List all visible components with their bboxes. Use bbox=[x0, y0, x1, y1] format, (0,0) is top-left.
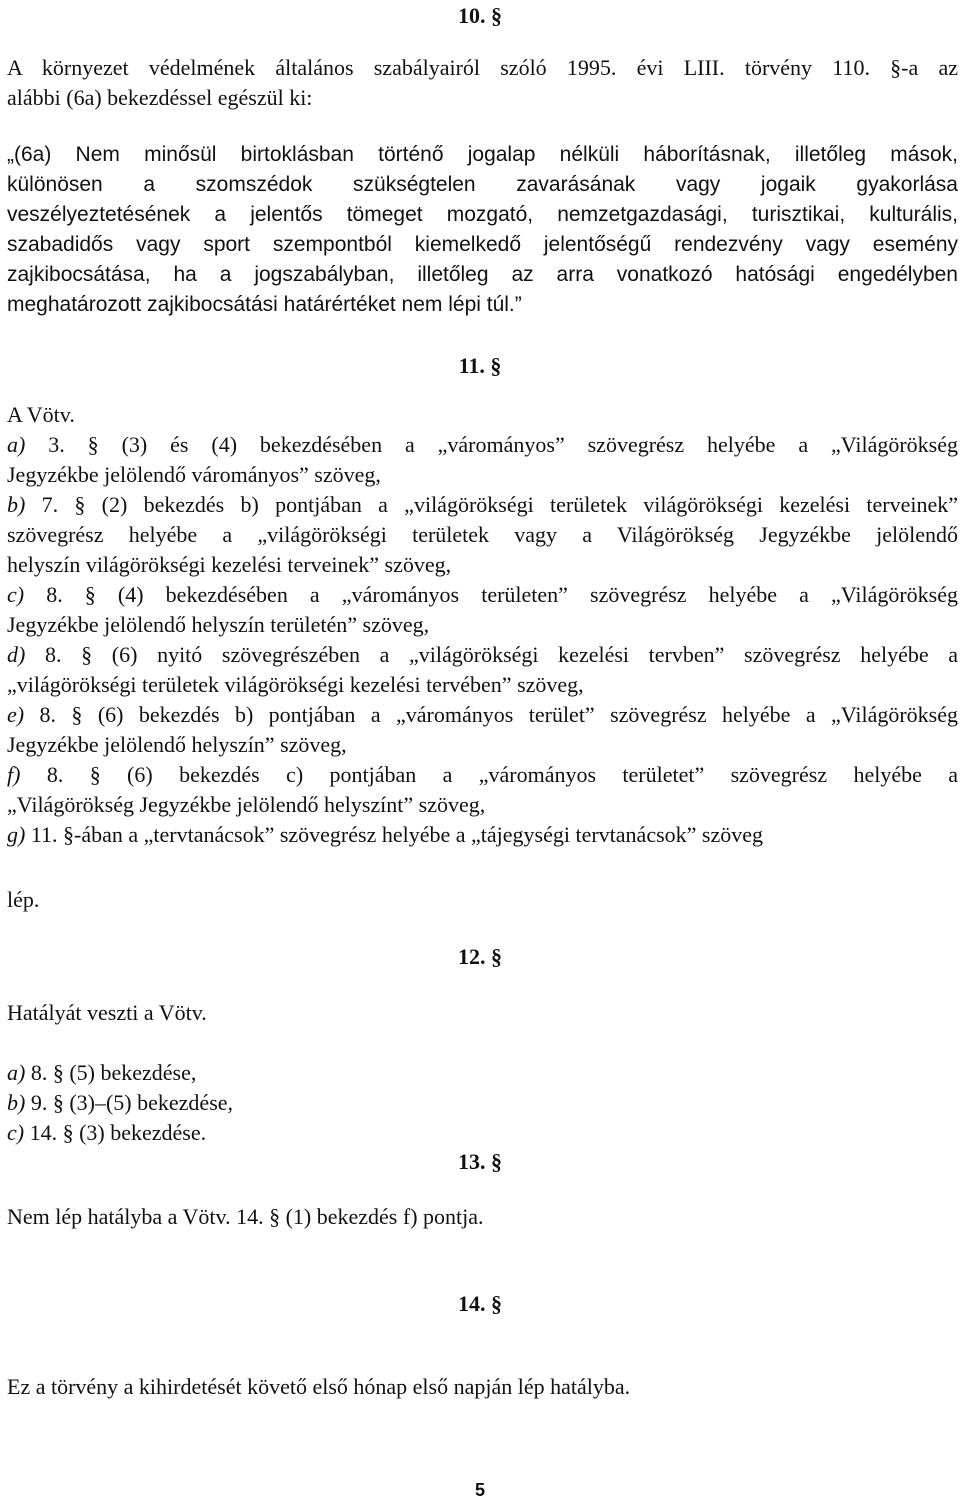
item-text: 9. § (3)–(5) bekezdése, bbox=[30, 1090, 234, 1115]
page-number: 5 bbox=[474, 1480, 485, 1500]
section-14-text: Ez a törvény a kihirdetését követő első hónap első napján lép hatályba. bbox=[7, 1374, 631, 1399]
text-line: meghatározott zajkibocsátási határértéket nem lépi túl.” bbox=[7, 293, 522, 316]
section-heading-11: 11. § bbox=[458, 353, 502, 378]
text-line: Jegyzékbe jelölendő helyszín” szöveg, bbox=[7, 732, 347, 757]
text-line: szövegrész helyébe a „világörökségi területek vagy a Világörökség Jegyzékbe jelölendő bbox=[7, 522, 958, 547]
item-text: 8. § (6) nyitó szövegrészében a „világörökségi kezelési tervben” szövegrész helyébe a bbox=[44, 642, 958, 667]
item-label: d) bbox=[7, 642, 26, 667]
item-label: b) bbox=[7, 1090, 26, 1115]
item-text: 8. § (5) bekezdése, bbox=[30, 1060, 197, 1085]
list-item-e bbox=[7, 700, 958, 730]
item-text: 11. §-ában a „tervtanácsok” szövegrész helyébe a „tájegységi tervtanácsok” szöveg bbox=[30, 822, 763, 847]
list-item-d bbox=[7, 640, 958, 670]
list-item-c bbox=[7, 580, 958, 610]
section-11-title: A Vötv. bbox=[7, 402, 75, 427]
item-text: 14. § (3) bekezdése. bbox=[29, 1120, 207, 1145]
text-line: veszélyeztetésének a jelentős tömeget mozgató, nemzetgazdasági, turisztikai, kulturális, bbox=[7, 203, 958, 226]
text-line: A környezet védelmének általános szabályairól szóló 1995. évi LIII. törvény 110. §-a az bbox=[7, 55, 958, 80]
section-heading-14: 14. § bbox=[458, 1291, 502, 1316]
list-item-b bbox=[7, 490, 958, 520]
item-label: e) bbox=[7, 702, 25, 727]
text-line: „világörökségi területek világörökségi kezelési tervében” szöveg, bbox=[7, 672, 584, 697]
section-12-item-b bbox=[7, 1088, 233, 1118]
text-line: alábbi (6a) bekezdéssel egészül ki: bbox=[7, 85, 313, 110]
section-heading-13: 13. § bbox=[458, 1149, 502, 1174]
text-line: zajkibocsátása, ha a jogszabályban, illetőleg az arra vonatkozó hatósági engedélyben bbox=[7, 263, 958, 286]
item-text: 7. § (2) bekezdés b) pontjában a „világörökségi területek világörökségi kezelési terveinek” bbox=[41, 492, 958, 517]
section-11-list bbox=[7, 430, 958, 850]
section-heading-10: 10. § bbox=[458, 3, 502, 28]
item-text: 8. § (4) bekezdésében a „várományos területen” szövegrész helyébe a „Világörökség bbox=[46, 582, 958, 607]
text-line: Jegyzékbe jelölendő várományos” szöveg, bbox=[7, 462, 381, 487]
item-text: 3. § (3) és (4) bekezdésében a „várományos” szövegrész helyébe a „Világörökség bbox=[48, 432, 958, 457]
section-13-text: Nem lép hatályba a Vötv. 14. § (1) bekezdés f) pontja. bbox=[7, 1204, 484, 1229]
text-line: Jegyzékbe jelölendő helyszín területén” szöveg, bbox=[7, 612, 430, 637]
list-item-f bbox=[7, 760, 958, 790]
text-line: „Világörökség Jegyzékbe jelölendő helyszínt” szöveg, bbox=[7, 792, 486, 817]
list-item-g bbox=[7, 820, 958, 850]
text-line: helyszín világörökségi kezelési terveinek” szöveg, bbox=[7, 552, 452, 577]
item-text: 8. § (6) bekezdés c) pontjában a „várományos területet” szövegrész helyébe a bbox=[46, 762, 958, 787]
item-label: a) bbox=[7, 432, 26, 457]
text-line: „(6a) Nem minősül birtoklásban történő jogalap nélküli háborításnak, illetőleg mások, bbox=[7, 143, 958, 166]
item-label: g) bbox=[7, 822, 26, 847]
section-12-intro: Hatályát veszti a Vötv. bbox=[7, 1000, 207, 1025]
item-label: c) bbox=[7, 1120, 25, 1145]
text-line: szabadidős vagy sport szempontból kiemelkedő jelentőségű rendezvény vagy esemény bbox=[7, 233, 958, 256]
section-heading-12: 12. § bbox=[458, 944, 502, 969]
section-10-intro bbox=[7, 53, 958, 113]
item-label: a) bbox=[7, 1060, 26, 1085]
item-label: b) bbox=[7, 492, 26, 517]
section-12-item-c bbox=[7, 1118, 206, 1148]
section-12-item-a bbox=[7, 1058, 196, 1088]
item-label: c) bbox=[7, 582, 25, 607]
text-line: különösen a szomszédok szükségtelen zavarásának vagy jogaik gyakorlása bbox=[7, 173, 958, 196]
list-item-a bbox=[7, 430, 958, 460]
item-label: f) bbox=[7, 762, 21, 787]
section-10-quote bbox=[7, 140, 958, 320]
item-text: 8. § (6) bekezdés b) pontjában a „várományos terület” szövegrész helyébe a „Világörökség bbox=[39, 702, 958, 727]
section-11-closing: lép. bbox=[7, 887, 40, 912]
